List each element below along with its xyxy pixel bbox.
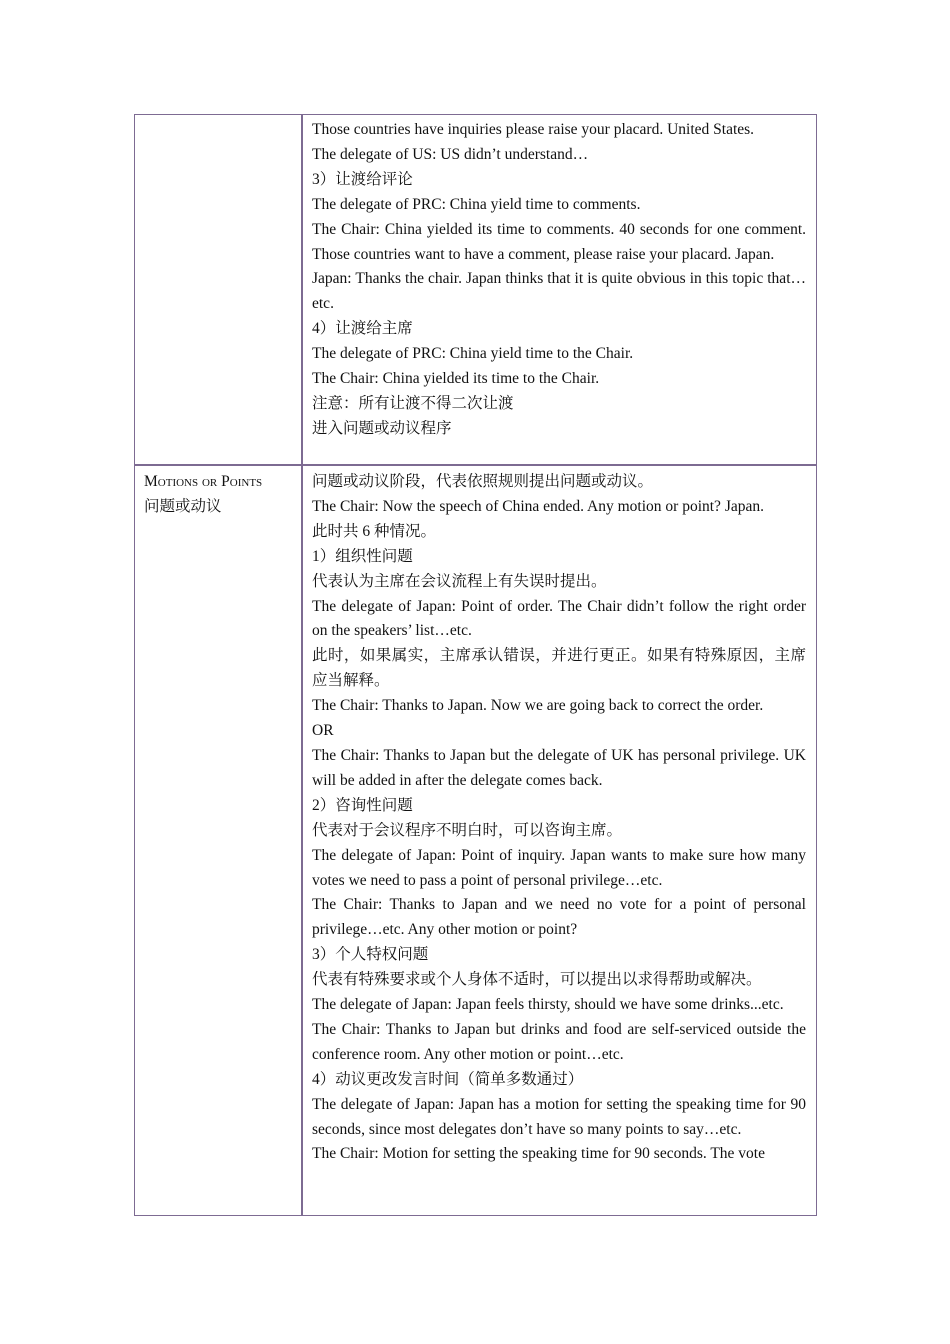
paragraph: 3）个人特权问题 (312, 946, 429, 964)
row-label-cell (135, 115, 303, 464)
paragraph: Japan: Thanks the chair. Japan thinks that it is quite obvious in this topic that…etc. (312, 270, 806, 313)
paragraph: The Chair: Thanks to Japan but drinks and food are self-serviced outside the conference room. Any other motion or point…etc. (312, 1020, 806, 1063)
table-row (135, 115, 816, 466)
paragraph: 注意：所有让渡不得二次让渡 (312, 394, 514, 412)
table-row (135, 466, 816, 1215)
paragraph: The delegate of US: US didn’t understand… (312, 145, 589, 163)
section-title-cn: 问题或动议 (144, 497, 222, 515)
paragraph: 3）让渡给评论 (312, 170, 413, 188)
paragraph: OR (312, 722, 334, 740)
paragraph: 代表对于会议程序不明白时，可以咨询主席。 (312, 821, 623, 839)
paragraph: 问题或动议阶段，代表依照规则提出问题或动议。 (312, 473, 654, 490)
row-label (135, 115, 301, 119)
paragraph: 4）动议更改发言时间（简单多数通过） (312, 1070, 584, 1088)
paragraph: 进入问题或动议程序 (312, 419, 452, 437)
paragraph: The delegate of PRC: China yield time to the Chair. (312, 345, 634, 363)
paragraph: The Chair: Thanks to Japan but the delegate of UK has personal privilege. UK will be added in after the delegate comes back. (312, 746, 806, 789)
paragraph: 2）咨询性问题 (312, 796, 413, 814)
paragraph: The delegate of Japan: Japan has a motion for setting the speaking time for 90 seconds, since most delegates don’t have so many points to say…etc. (312, 1095, 806, 1138)
paragraph: 4）让渡给主席 (312, 320, 413, 338)
paragraph: The Chair: Thanks to Japan and we need no vote for a point of personal privilege…etc. Any other motion or point? (312, 896, 806, 939)
paragraph: The Chair: China yielded its time to comments. 40 seconds for one comment. Those countries want to have a comment, please raise your placard. Japan. (312, 220, 806, 263)
paragraph: The delegate of PRC: China yield time to comments. (312, 195, 641, 213)
paragraph: The Chair: Thanks to Japan. Now we are going back to correct the order. (312, 697, 764, 715)
paragraph: 代表认为主席在会议流程上有失误时提出。 (312, 572, 607, 590)
paragraph: Those countries have inquiries please raise your placard. United States. (312, 121, 755, 138)
paragraph: 此时共 6 种情况。 (312, 522, 437, 540)
paragraph: The delegate of Japan: Japan feels thirsty, should we have some drinks...etc. (312, 996, 784, 1014)
row-content-cell (305, 115, 816, 464)
paragraph: 此时，如果属实，主席承认错误，并进行更正。如果有特殊原因，主席应当解释。 (312, 647, 806, 690)
paragraph: 1）组织性问题 (312, 547, 413, 565)
procedure-table (134, 114, 817, 1216)
paragraph: The Chair: Motion for setting the speaking time for 90 seconds. The vote (312, 1145, 765, 1163)
section-title-en: Motions or Points (144, 473, 263, 490)
row-content-cell (305, 466, 816, 1215)
paragraph: 代表有特殊要求或个人身体不适时，可以提出以求得帮助或解决。 (312, 971, 762, 989)
paragraph: The Chair: China yielded its time to the Chair. (312, 370, 600, 388)
paragraph: The Chair: Now the speech of China ended. Any motion or point? Japan. (312, 497, 764, 515)
paragraph: The delegate of Japan: Point of order. The Chair didn’t follow the right order on the speakers’ list…etc. (312, 597, 806, 640)
paragraph: The delegate of Japan: Point of inquiry. Japan wants to make sure how many votes we need to pass a point of personal privilege…etc. (312, 846, 806, 889)
row-label-cell (135, 466, 303, 1215)
